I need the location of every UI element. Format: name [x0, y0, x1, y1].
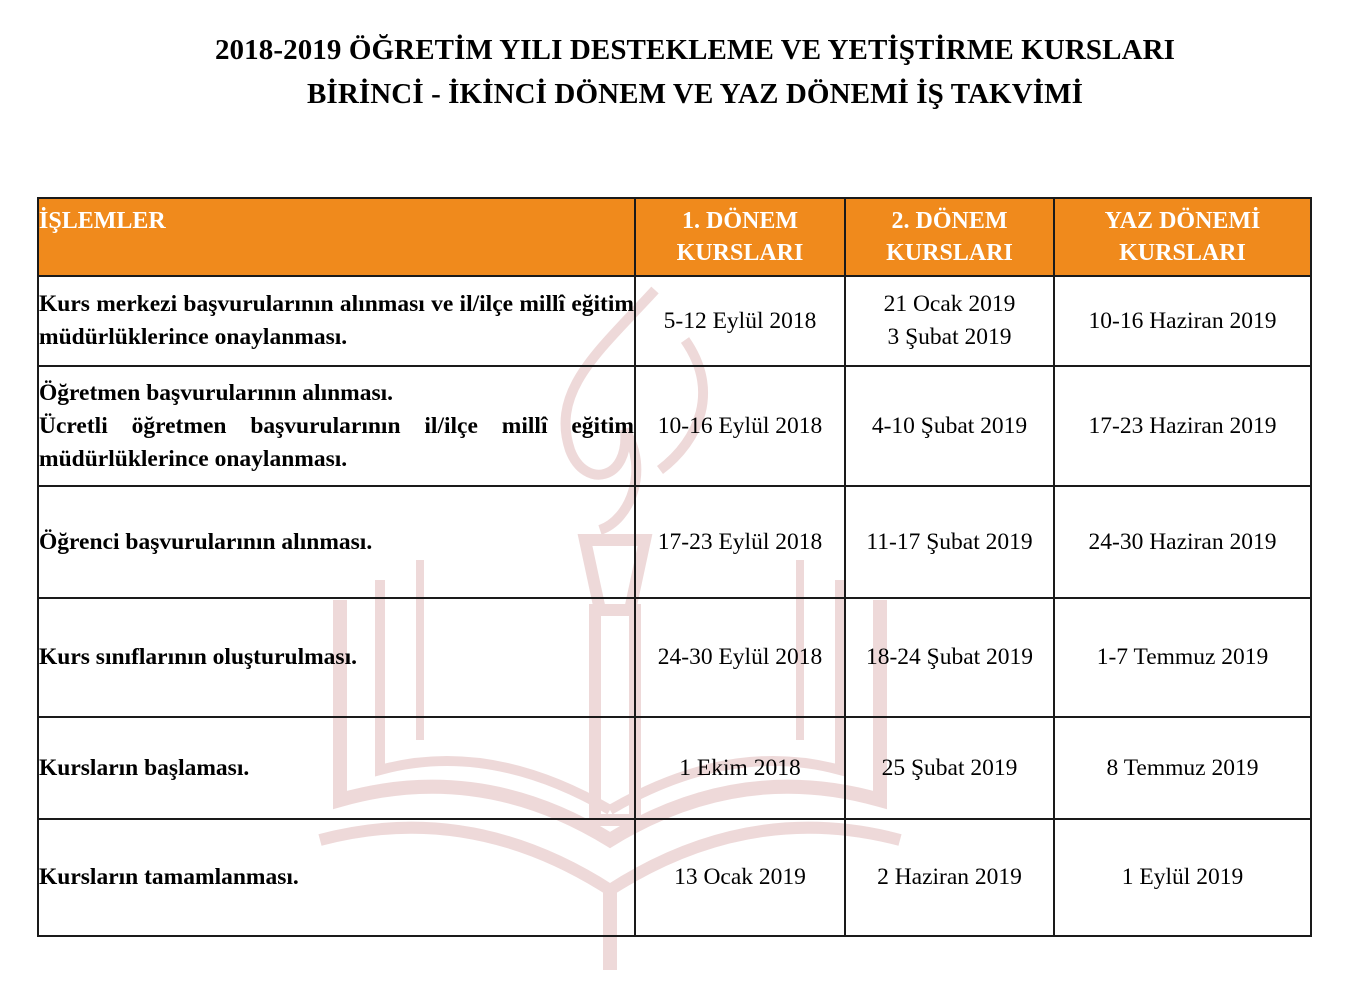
- table-row: [38, 486, 1311, 598]
- donem1-date: 13 Ocak 2019: [674, 864, 806, 890]
- donem1-date-cell: [635, 486, 845, 598]
- donem2-date: 25 Şubat 2019: [881, 754, 1018, 781]
- donem2-date: 11-17 Şubat 2019: [866, 528, 1033, 555]
- header-donem2-line1: 2. DÖNEM: [891, 208, 1008, 234]
- islem-cell: [38, 598, 635, 717]
- header-yaz: [1054, 198, 1311, 276]
- islem-cell: [38, 717, 635, 819]
- header-yaz-line2: KURSLARI: [1119, 240, 1246, 266]
- donem1-date-cell: [635, 717, 845, 819]
- islem-text: Ücretli öğretmen başvurularının il/ilçe millî eğitim müdürlüklerince onaylanması.: [39, 412, 634, 472]
- islem-cell: [38, 366, 635, 486]
- yaz-date-cell: [1054, 366, 1311, 486]
- donem1-date-cell: [635, 819, 845, 936]
- title-line-2: BİRİNCİ - İKİNCİ DÖNEM VE YAZ DÖNEMİ İŞ TAKVİMİ: [306, 78, 1083, 110]
- islem-text: Kurs merkezi başvurularının alınması ve il/ilçe millî eğitim müdürlüklerince onaylanması.: [39, 291, 634, 350]
- table-row: [38, 717, 1311, 819]
- table-row: [38, 366, 1311, 486]
- donem2-date-start: 21 Ocak 2019: [883, 291, 1016, 317]
- donem2-date: 2 Haziran 2019: [877, 864, 1022, 890]
- header-islemler-label: İŞLEMLER: [39, 208, 166, 234]
- yaz-date: 24-30 Haziran 2019: [1088, 528, 1277, 555]
- yaz-date: 1-7 Temmuz 2019: [1096, 644, 1269, 670]
- donem2-date-end: 3 Şubat 2019: [887, 324, 1012, 350]
- donem1-date: 17-23 Eylül 2018: [657, 528, 823, 555]
- donem2-date-cell: [845, 717, 1054, 819]
- yaz-date-cell: [1054, 819, 1311, 936]
- yaz-date: 8 Temmuz 2019: [1106, 754, 1259, 781]
- islem-cell: [38, 276, 635, 366]
- header-donem1-line2: KURSLARI: [676, 240, 804, 266]
- islem-cell: [38, 819, 635, 936]
- table-row: [38, 819, 1311, 936]
- donem2-date: 4-10 Şubat 2019: [871, 412, 1028, 439]
- yaz-date: 1 Eylül 2019: [1121, 864, 1244, 890]
- donem2-date-cell: [845, 366, 1054, 486]
- yaz-date: 17-23 Haziran 2019: [1088, 412, 1277, 439]
- title-line-1: 2018-2019 ÖĞRETİM YILI DESTEKLEME VE YETİŞTİRME KURSLARI: [214, 34, 1176, 66]
- donem2-date-cell: [845, 598, 1054, 717]
- header-donem2-line2: KURSLARI: [886, 240, 1013, 266]
- header-yaz-line1: YAZ DÖNEMİ: [1104, 208, 1261, 234]
- donem1-date-cell: [635, 276, 845, 366]
- donem1-date: 1 Ekim 2018: [679, 754, 801, 781]
- table-header-row: [38, 198, 1311, 276]
- yaz-date-cell: [1054, 486, 1311, 598]
- donem1-date: 24-30 Eylül 2018: [657, 644, 823, 670]
- document-title: [0, 28, 1365, 116]
- islem-text: Öğrenci başvurularının alınması.: [39, 528, 373, 555]
- islem-text: Kurs sınıflarının oluşturulması.: [39, 644, 357, 670]
- islem-cell: [38, 486, 635, 598]
- header-donem1-line1: 1. DÖNEM: [682, 208, 798, 234]
- donem2-date: 18-24 Şubat 2019: [865, 644, 1034, 670]
- donem2-date-cell: [845, 819, 1054, 936]
- islem-text: Kursların başlaması.: [39, 754, 250, 781]
- islem-text: Kursların tamamlanması.: [39, 864, 299, 890]
- header-donem1: [635, 198, 845, 276]
- donem1-date-cell: [635, 366, 845, 486]
- donem1-date-cell: [635, 598, 845, 717]
- yaz-date-cell: [1054, 276, 1311, 366]
- donem2-date-cell: [845, 486, 1054, 598]
- islem-text: Öğretmen başvurularının alınması.: [39, 379, 394, 406]
- donem2-date-cell: [845, 276, 1054, 366]
- yaz-date-cell: [1054, 598, 1311, 717]
- yaz-date-cell: [1054, 717, 1311, 819]
- header-donem2: [845, 198, 1054, 276]
- donem1-date: 5-12 Eylül 2018: [663, 307, 817, 334]
- table-row: [38, 276, 1311, 366]
- table-row: [38, 598, 1311, 717]
- yaz-date: 10-16 Haziran 2019: [1088, 307, 1277, 334]
- donem1-date: 10-16 Eylül 2018: [657, 412, 823, 439]
- header-islemler: [38, 198, 635, 276]
- schedule-table: [37, 197, 1312, 937]
